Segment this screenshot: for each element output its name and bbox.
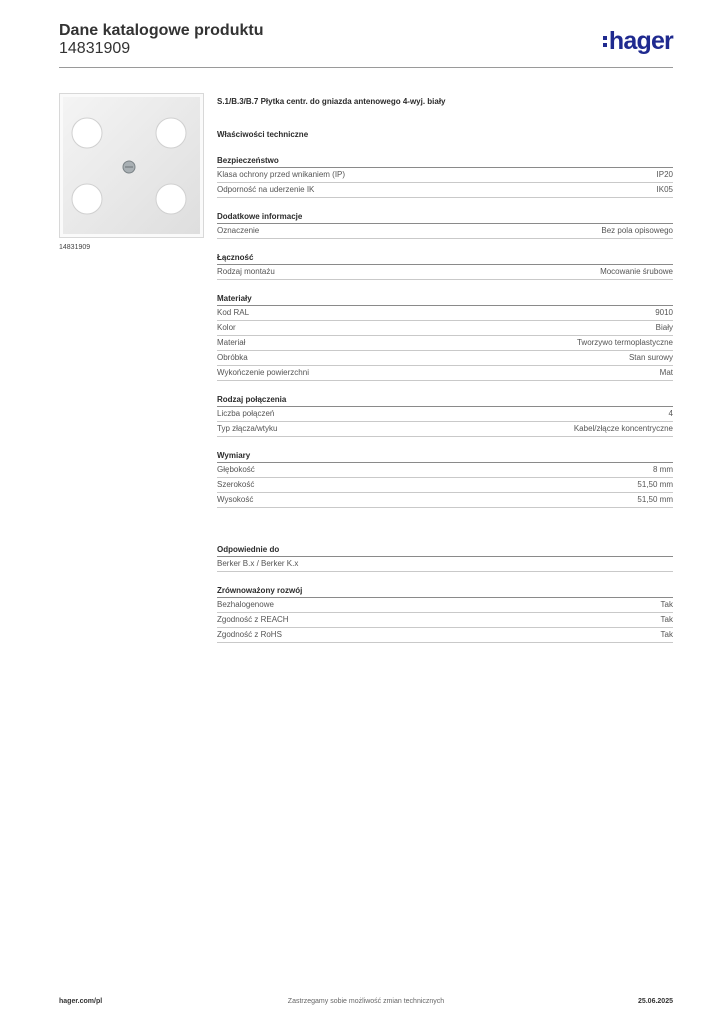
property-label: Oznaczenie [217,226,260,235]
property-section [217,292,673,381]
property-row [217,422,673,437]
section-title: Dodatkowe informacje [217,210,673,224]
antenna-plate-illustration [60,94,203,237]
section-title: Łączność [217,251,673,265]
page-footer [59,998,673,1010]
property-row [217,321,673,336]
property-label: Bezhalogenowe [217,600,274,609]
property-label: Szerokość [217,480,255,489]
property-row [217,613,673,628]
footer-website: hager.com/pl [59,998,103,1005]
property-value: Bez pola opisowego [601,226,673,235]
property-label: Zgodność z RoHS [217,630,282,639]
property-section [217,210,673,239]
property-label: Odporność na uderzenie IK [217,185,315,194]
property-row [217,351,673,366]
property-row [217,478,673,493]
property-label: Kolor [217,323,236,332]
property-label: Berker B.x / Berker K.x [217,559,299,568]
property-section [217,154,673,198]
property-value: Biały [655,323,673,332]
property-label: Obróbka [217,353,248,362]
property-value: Mocowanie śrubowe [600,267,673,276]
footer-notice: Zastrzegamy sobie możliwość zmian technicznych [287,998,445,1005]
technical-properties-title: Właściwości techniczne [217,130,309,139]
property-section [217,449,673,508]
page-title: Dane katalogowe produktu [59,22,264,39]
product-details [217,95,673,643]
product-name: S.1/B.3/B.7 Płytka centr. do gniazda antenowego 4-wyj. biały [217,97,446,106]
property-value: 9010 [655,308,673,317]
hager-logo [603,26,673,56]
property-value: Kabel/złącze koncentryczne [573,424,673,433]
property-section [217,543,673,572]
property-label: Liczba połączeń [217,409,275,418]
property-value: Tworzywo termoplastyczne [576,338,673,347]
property-value: Mat [659,368,673,377]
section-title: Materiały [217,292,673,306]
property-section [217,251,673,280]
product-image [59,93,204,238]
property-value: IP20 [656,170,673,179]
property-section [217,393,673,437]
product-number: 14831909 [59,40,131,57]
property-row [217,628,673,643]
section-title: Bezpieczeństwo [217,154,673,168]
property-value: Tak [660,615,673,624]
property-row [217,168,673,183]
property-row [217,265,673,280]
logo-dots-icon [603,36,607,47]
properties-sections [217,154,673,643]
image-caption: 14831909 [59,244,91,251]
page-header [59,22,673,68]
section-title: Odpowiednie do [217,543,673,557]
property-label: Wysokość [217,495,254,504]
section-title: Rodzaj połączenia [217,393,673,407]
section-title: Zrównoważony rozwój [217,584,673,598]
property-value: 4 [668,409,673,418]
property-value: Stan surowy [628,353,673,362]
property-row [217,407,673,422]
property-value: 51,50 mm [637,480,673,489]
property-label: Kod RAL [217,308,250,317]
property-row [217,183,673,198]
property-row [217,463,673,478]
footer-date: 25.06.2025 [637,998,673,1005]
property-section [217,584,673,643]
property-label: Zgodność z REACH [217,615,289,624]
property-row [217,306,673,321]
property-row [217,493,673,508]
property-label: Rodzaj montażu [217,267,275,276]
section-title: Wymiary [217,449,673,463]
property-row [217,366,673,381]
property-value: 51,50 mm [637,495,673,504]
property-label: Klasa ochrony przed wnikaniem (IP) [217,170,346,179]
logo-text: hager [608,26,673,55]
property-label: Typ złącza/wtyku [217,424,278,433]
property-row [217,224,673,239]
property-label: Głębokość [217,465,255,474]
property-label: Wykończenie powierzchni [217,368,309,377]
property-row [217,557,673,572]
property-value: IK05 [656,185,673,194]
property-value: Tak [660,600,673,609]
property-value: 8 mm [653,465,673,474]
property-row [217,598,673,613]
property-row [217,336,673,351]
property-label: Materiał [217,338,246,347]
property-value: Tak [660,630,673,639]
